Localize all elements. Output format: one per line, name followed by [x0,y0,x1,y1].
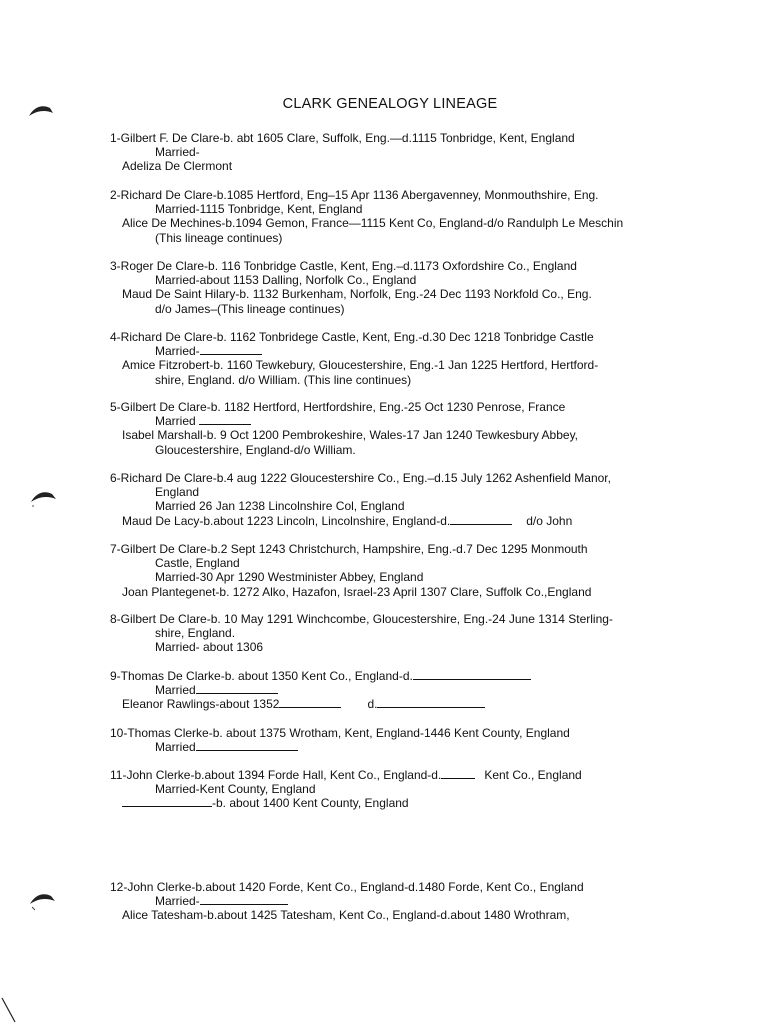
entry-line [110,894,584,908]
entry-line [110,740,570,754]
lineage-entry-5 [110,400,578,457]
entry-line [110,414,578,428]
lineage-entry-4 [110,330,598,387]
entry-line [110,796,582,810]
entry-line: Maud De Saint Hilary-b. 1132 Burkenham, Norfolk, Eng.-24 Dec 1193 Norkfold Co., Eng. [122,287,592,302]
lineage-entry-7 [110,542,591,599]
entry-line: (This lineage continues) [155,230,283,245]
married-label: Married [155,740,196,755]
blank-line [196,740,298,751]
entry-line: Castle, England [155,556,240,571]
lineage-entry-6 [110,471,611,528]
entry-line: Alice De Mechines-b.1094 Gemon, France—1115 Kent Co, England-d/o Randulph Le Meschin [122,216,624,231]
entry-line: Isabel Marshall-b. 9 Oct 1200 Pembrokeshire, Wales-17 Jan 1240 Tewkesbury Abbey, [122,428,579,443]
page-title: CLARK GENEALOGY LINEAGE [282,96,498,112]
entry-line: England [155,485,200,500]
blank-line [377,697,485,708]
entry-line: Married-Kent County, England [155,782,316,797]
married-label: Married- [155,894,200,909]
entry-line: Adeliza De Clermont [122,159,233,174]
married-label: Married- [155,344,200,359]
entry-line: Married-1115 Tonbridge, Kent, England [155,202,363,217]
entry-line: Married- [155,145,200,160]
lineage-entry-3 [110,259,592,316]
blank-line [450,514,512,525]
married-label: Married [155,414,196,429]
entry-line: Married-30 Apr 1290 Westminister Abbey, England [155,570,424,585]
entry-line [110,669,531,683]
entry-line: 10-Thomas Clerke-b. about 1375 Wrotham, Kent, England-1446 Kent County, England [110,726,570,740]
entry-line: 4-Richard De Clare-b. 1162 Tonbridege Castle, Kent, Eng.-d.30 Dec 1218 Tonbridge Castle [110,330,594,344]
entry-line: 3-Roger De Clare-b. 116 Tonbridge Castle, Kent, Eng.–d.1173 Oxfordshire Co., England [110,259,577,273]
entry-line: Alice Tatesham-b.about 1425 Tatesham, Kent Co., England-d.about 1480 Wrothram, [122,908,570,923]
entry-line: Joan Plantegenet-b. 1272 Alko, Hazafon, Israel-23 April 1307 Clare, Suffolk Co.,England [122,584,592,599]
margin-scratch-mark [0,996,20,1024]
entry-line [110,514,611,528]
spouse-text: Eleanor Rawlings-about 1352 [122,697,280,712]
entry-line: 8-Gilbert De Clare-b. 10 May 1291 Winchcombe, Gloucestershire, Eng.-24 June 1314 Sterling- [110,612,613,626]
blank-line [413,669,531,680]
blank-line [279,697,341,708]
entry-line: 12-John Clerke-b.about 1420 Forde, Kent Co., England-d.1480 Forde, Kent Co., England [110,880,584,894]
entry-line: 1-Gilbert F. De Clare-b. abt 1605 Clare, Suffolk, Eng.—d.1115 Tonbridge, Kent, England [110,131,575,145]
entry-line: 7-Gilbert De Clare-b.2 Sept 1243 Christchurch, Hampshire, Eng.-d.7 Dec 1295 Monmouth [110,542,588,556]
entry-line: 2-Richard De Clare-b.1085 Hertford, Eng–15 Apr 1136 Abergavenney, Monmouthshire, Eng. [110,188,599,202]
spouse-text: -b. about 1400 Kent County, England [212,796,409,811]
entry-line: shire, England. d/o William. (This line continues) [155,372,412,387]
punch-hole-mark-bottom [29,892,57,912]
entry-line: 5-Gilbert De Clare-b. 1182 Hertford, Hertfordshire, Eng.-25 Oct 1230 Penrose, France [110,400,566,414]
blank-line [200,344,262,355]
lineage-entry-12 [110,880,584,923]
punch-hole-mark-middle [30,490,58,508]
lineage-entry-8 [110,612,613,655]
birth-text: 9-Thomas De Clarke-b. about 1350 Kent Co., England-d. [110,669,413,683]
entry-line: Amice Fitzrobert-b. 1160 Tewkebury, Gloucestershire, Eng.-1 Jan 1225 Hertford, Hertford- [122,358,599,373]
entry-line [110,697,531,711]
death-label: d. [367,697,378,712]
entry-line [110,344,598,358]
married-label: Married [155,683,196,698]
entry-line [110,683,531,697]
entry-line: Married- about 1306 [155,640,264,655]
entry-line: Married 26 Jan 1238 Lincolnshire Col, England [155,499,405,514]
entry-line: 6-Richard De Clare-b.4 aug 1222 Gloucestershire Co., Eng.–d.15 July 1262 Ashenfield Manor, [110,471,611,485]
lineage-entry-1 [110,131,575,174]
lineage-entry-9 [110,669,531,712]
daughter-of-text: d/o John [526,513,573,528]
blank-line [196,683,278,694]
entry-line: Gloucestershire, England-d/o William. [155,442,356,457]
lineage-entry-2 [110,188,623,245]
birth-text: 11-John Clerke-b.about 1394 Forde Hall, Kent Co., England-d. [110,768,442,782]
lineage-entry-11 [110,768,582,811]
entry-line: shire, England. [155,626,236,641]
blank-line [441,768,475,779]
blank-line [199,414,251,425]
spouse-text: Maud De Lacy-b.about 1223 Lincoln, Lincolnshire, England-d. [122,513,451,528]
blank-line [200,894,288,905]
entry-line: Married-about 1153 Dalling, Norfolk Co., England [155,273,417,288]
death-place-text: Kent Co., England [484,768,582,782]
blank-line [122,796,212,807]
lineage-entry-10 [110,726,570,754]
entry-line: d/o James–(This lineage continues) [155,301,345,316]
entry-line [110,768,582,782]
